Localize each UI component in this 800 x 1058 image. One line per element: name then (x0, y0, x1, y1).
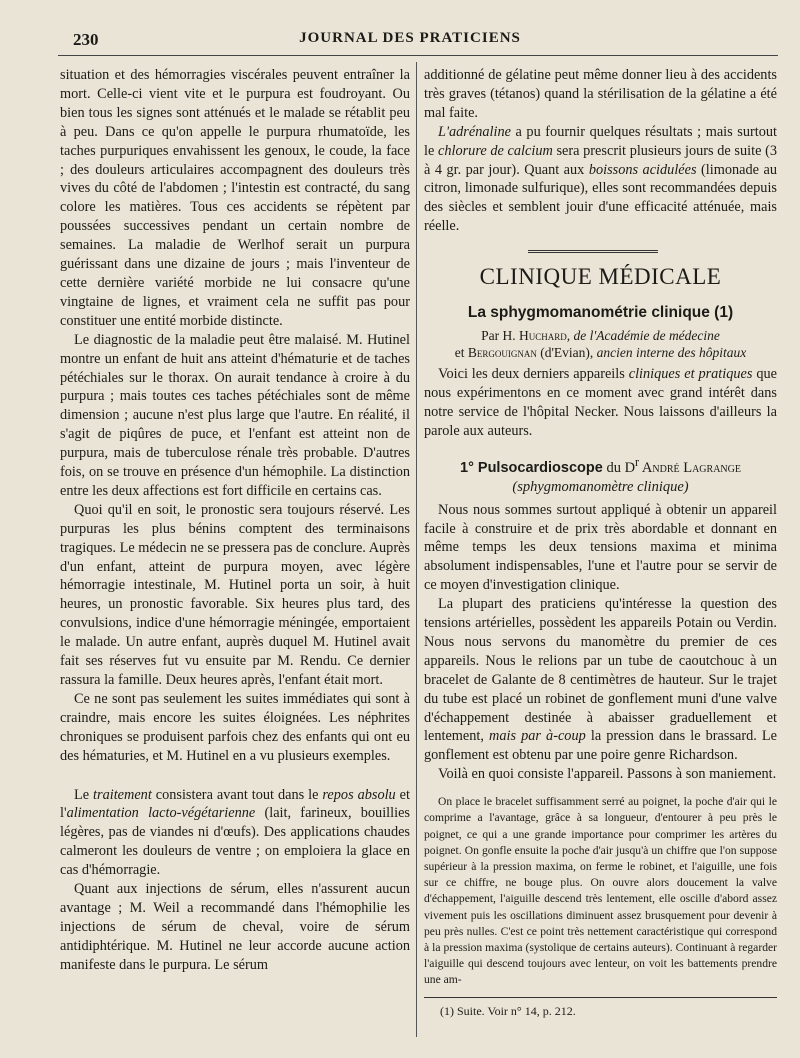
paragraph-gap (60, 766, 410, 786)
subsection-heading: 1° Pulsocardioscope (460, 459, 603, 476)
paragraph-apparatus (424, 595, 777, 765)
text-run: et (454, 345, 468, 361)
page-header (60, 30, 760, 52)
text-run: du D (602, 459, 636, 476)
section-rule (528, 250, 658, 255)
text-run: consistera avant tout dans le (151, 786, 323, 803)
paragraph: additionné de gélatine peut même donner lieu à des accidents très graves (tétanos) quand la stérilisation de la gélatine a été mal faite. (424, 67, 777, 121)
paragraph: Ce ne sont pas seulement les suites immédiates qui sont à craindre, mais encore les suites éloignées. Les néphrites chroniques se produisent parfois chez des enfants qui ont eu des hématuries, et M. Hutinel en a vu plusieurs exemples. (60, 690, 410, 764)
text-run: (lait, farineux, bouillies légères, pas de viandes ni d'œufs). Des applications chaudes calmeront les douleurs de ventre ; on emploiera la glace en cas d'hémorragie. (60, 805, 410, 879)
author-name: André Lagrange (639, 459, 741, 476)
text-run: et l' (60, 786, 410, 822)
text-run: que nous expérimentons en ce moment avec grand intérêt dans notre service de l'hôpital Necker. Nous laissons d'ailleurs la parole aux auteurs. (424, 366, 777, 439)
article-title: La sphygmomanométrie clinique (1) (467, 304, 734, 322)
text-run: la pression dans le brassard. Le gonflement est obtenu par une poire genre Richardson. (424, 728, 778, 764)
left-column (60, 66, 410, 975)
author-name: Bergouignan (467, 345, 537, 361)
text-run: a pu fournir quelques résultats ; mais surtout le (424, 123, 777, 159)
italic-text: traitement (93, 786, 152, 803)
intro-paragraph (424, 365, 777, 441)
journal-title: JOURNAL DES PRATICIENS (299, 30, 521, 46)
paragraph-treatment (60, 786, 410, 881)
superscript: r (635, 454, 640, 469)
header-rule (58, 55, 778, 56)
paragraph-adrenaline (424, 123, 777, 236)
italic-text: ancien interne des hôpitaux (596, 345, 747, 361)
italic-text: alimentation lacto-végétarienne (66, 805, 256, 822)
text-run: Le (74, 786, 94, 803)
paragraph: Le diagnostic de la maladie peut être malaisé. M. Hutinel montre un enfant de huit ans atteint d'hématurie et de taches pétéchiales sur le thorax. On aurait tendance à croire à du purpura ; mais toutes ces taches pétéchiales sont de même dimension ; aucune n'est plus large que l'autre. En réalité, il s'agit de piqûres de puce, et l'enfant est atteint non de purpura, mais de tuberculose rénale très probable. D'autres fois, on se trouve en présence d'un hémophile. La distinction entre les deux affections est fort difficile en certains cas. (60, 331, 410, 499)
text-run: Voici les deux derniers appareils (438, 366, 629, 383)
paragraph: On place le bracelet suffisamment serré au poignet, la poche d'air qui le comprime a l'avantage, grâce à sa longueur, d'entourer à peu près le poignet, ce qui a une grande importance pour comprimer les artères du poignet. On gonfle ensuite la poche d'air jusqu'à un chiffre que l'on suppose supérieur à la pression maxima, on ferme le robinet, et l'aiguille, une fois sur ce chiffre, ne bouge plus. On ouvre alors doucement la valve d'échappement, l'aiguille descend très lentement, elle oscille d'abord assez vivement puis les oscillations diminuent assez brusquement pour devenir à peu près nulles. C'est ce point très nettement caractéristique qui correspond à la pression maxima (systolique de certains auteurs). Continuant à regarder l'aiguille qui descend toujours avec lenteur, on voit les battements prendre une am- (424, 795, 777, 987)
text-run: (d'Evian), (536, 345, 597, 361)
italic-text: L'adrénaline (438, 123, 511, 140)
italic-text: , de l'Académie de médecine (566, 328, 720, 344)
paragraph: Quoi qu'il en soit, le pronostic sera toujours réservé. Les purpuras les plus bénins comptent des terminaisons tragiques. Le médecin ne se pressera pas de conclure. Auprès d'un enfant, atteint de purpura moyen, avec légère hémorragie intestinale, M. Hutinel porta un soir, à huit heures, un pronostic favorable. Six heures plus tard, des convulsions, indice d'une hémorragie méningée, emportaient le malade. Un autre enfant, auprès duquel M. Hutinel avait fait ses réserves fut vu ensuite par M. Rendu. Ce dernier rassura la famille. Deux heures après, l'enfant était mort. (60, 501, 410, 688)
subsection-title (424, 453, 777, 497)
italic-text: mais par à-coup (489, 728, 586, 745)
footnote: (1) Suite. Voir n° 14, p. 212. (440, 1003, 576, 1018)
byline (424, 327, 777, 361)
section-title: CLINIQUE MÉDICALE (479, 264, 722, 290)
paragraph: Quant aux injections de sérum, elles n'assurent aucun avantage ; M. Weil a recommandé dans l'hémophilie les injections de sérum de cheval, voire de sérum antidiphtérique. M. Hutinel ne leur accorde aucune action manifeste dans le purpura. Le sérum (60, 881, 410, 973)
author-name: Huchard (518, 328, 567, 344)
column-divider (416, 62, 417, 1037)
right-column (424, 66, 777, 1019)
text-run: (limonade au citron, limonade sulfurique), elles sont recommandées depuis des siècles et semblent jouir d'une efficacité atténuée, mais réelle. (424, 161, 777, 235)
italic-text: repos absolu (322, 786, 396, 803)
paragraph: situation et des hémorragies viscérales peuvent entraîner la mort. Celle-ci vient vite et le purpura est foudroyant. Ou bien tous les signes sont atténués et le malade se rétablit peu à peu. Dans ce qu'on appelle le purpura rhumatoïde, les taches purpuriques envahissent les genoux, le coude, la face ; des douleurs articulaires accompagnent des douleurs très vives du côté de l'abdomen ; l'intestin est contracté, du sang colore les matières. Tous ces accidents se répètent par poussées successives pendant un certain nombre de semaines. La maladie de Werlhof serait un purpura guérissant dans une dizaine de jours ; mais l'inventeur de cette dernière variété morbide ne lui consacre qu'une vingtaine de lignes, et vraiment cela ne suffit pas pour constituer une entité morbide distincte. (60, 67, 410, 329)
text-run: Par H. (481, 328, 519, 344)
text-run: sera prescrit plusieurs jours de suite (3 à 4 gr. par jour). Quant aux (424, 142, 777, 178)
paragraph: Nous nous sommes surtout appliqué à obtenir un appareil facile à construire et de prix très abordable et donnant en même temps les deux tensions maxima et minima absolument indispensables, l'une et l'autre pour se servir de ce moyen d'investigation clinique. (424, 501, 777, 594)
small-print-block (424, 794, 777, 988)
italic-text: chlorure de calcium (438, 142, 553, 159)
paragraph: Voilà en quoi consiste l'appareil. Passons à son maniement. (438, 766, 777, 783)
italic-text: cliniques et pratiques (628, 366, 753, 383)
italic-text: (sphygmomanomètre clinique) (512, 478, 689, 495)
page-number: 230 (73, 30, 99, 49)
italic-text: boissons acidulées (588, 161, 697, 178)
text-run: La plupart des praticiens qu'intéresse la question des tensions artérielles, possèdent les appareils Potain ou Verdin. Nous nous servons du manomètre du premier de ces appareils. Nous le relions par un tube de caoutchouc à un bracelet de Galante de 8 centimètres de hauteur. Sur le trajet du tube est placé un robinet de gonflement muni d'une valve d'échappement destinée à abaisser graduellement et lentement, (424, 596, 777, 745)
footnote-rule (424, 997, 777, 998)
